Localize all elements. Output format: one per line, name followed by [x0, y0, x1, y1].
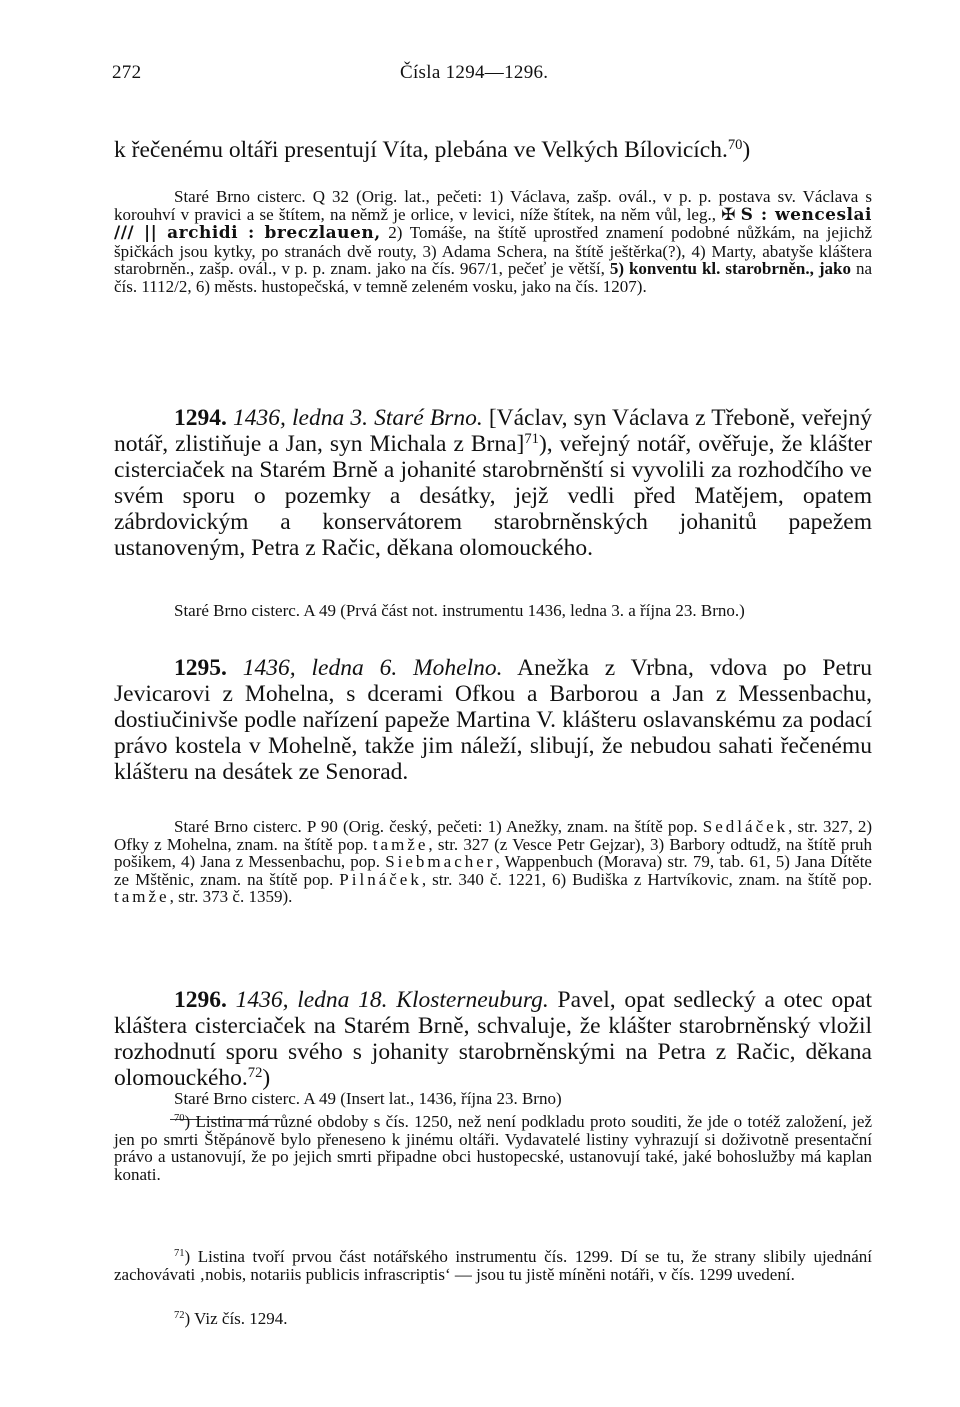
entry-1294-source: Staré Brno cisterc. A 49 (Prvá část not. instrumentu 1436, ledna 3. a října 23. Brno.): [174, 601, 745, 620]
entry-number: 1295.: [174, 655, 227, 681]
footnote-ref-71[interactable]: 71: [524, 431, 539, 447]
entry-number: 1294.: [174, 405, 227, 431]
footnote-ref-72[interactable]: 72: [247, 1065, 263, 1081]
entry-date-place: 1436, ledna 6. Mohelno.: [242, 655, 503, 681]
entry-1294-regest: 1294. 1436, ledna 3. Staré Brno. [Václav, syn Václava z Třeboně, veřejný notář, zlistiňuje a Jan, syn Michala z Brna]$^{71}$), veřejný notář, ověřuje, že klášter cisterciaček na Starém Brně a johanité starobrněnští si vyvolili za rozhodčího ve svém sporu o pozemky a desátky, jejž vedli před Matějem, opatem zábrdovickým a konservátorem starobrněnských johanitů papežem ustanoveným, Petra z Račic, děkana olomouckého.: [114, 405, 872, 561]
previous-entry-source-note: Staré Brno cisterc. Q 32 (Orig. lat., pečeti: 1) Václava, zašp. ovál., v p. p. postava sv. Václava s korouhví v pravici a se štítem, na němž je orlice, v levici, níže štítek, na něm vůl, leg., ✠ S : wenceslai /// || archidi : breczlauen, 2) Tomáše, na štítě uprostřed znamení podobné nůžkám, na jejichž špičkách jsou kytky, po stranách dvě routy, 3) Adama Schera, na štítě ještěrka(?), 4) Marty, abatyše kláštera starobrněn., zašp. ovál., v p. p. znam. jako na čís. 967/1, pečeť je větší, 5) konventu kl. starobrněn., jako na čís. 1112/2, 6) městs. hustopečská, v temně zeleném vosku, jako na čís. 1207).: [114, 187, 873, 296]
entry-1295-source: Staré Brno cisterc. P 90 (Orig. český, pečeti: 1) Anežky, znam. na štítě pop. Sedláček, str. 327, 2) Ofky z Mohelna, znam. na štítě pop. tamže, str. 327 (z Vesce Petr Gejzar), 3) Barbory odtudž, na štítě pruh pošikem, 4) Jana z Messenbachu, pop. Siebmacher, Wappenbuch (Morava) str. 79, tab. 61, 5) Jana Dítěte ze Mštěnic, znam. na štítě pop. Pilnáček, str. 340 č. 1221, 6) Budiška z Hartvíkovic, znam. na štítě pop. tamže, str. 373 č. 1359).: [114, 817, 873, 907]
entry-date-place: 1436, ledna 3. Staré Brno.: [233, 405, 483, 431]
footnote-mark: 71: [174, 1248, 185, 1260]
footnote-70: $^{70}$) Listina má různé obdoby s čís. 1250, než není podkladu proto souditi, že jde o totéž založení, jež jen po smrti Štěpánově bylo přeneseno k jinému oltáři. Vydavatelé listiny vyhrazují si doživotně presentační právo a ustanovují, že po jejich smrti připadne obci hustopecské, ustanovují také, jaké bohoslužby má kaplan konati.: [114, 1112, 872, 1184]
footnote-72: $^{72}$) Viz čís. 1294.: [174, 1309, 288, 1328]
running-title: Čísla 1294—1296.: [400, 62, 549, 83]
footnote-mark: 70: [174, 1113, 185, 1125]
entry-1296-regest: 1296. 1436, ledna 18. Klosterneuburg. Pavel, opat sedlecký a otec opat kláštera cisterciaček na Starém Brně, schvaluje, že klášter starobrněnský vložil rozhodnutí sporu svého s johanity starobrněnskými na Petra z Račic, děkana olomouckého.$^{72}$): [114, 987, 873, 1091]
previous-entry-text: k řečenému oltáři presentují Víta, plebána ve Velkých Bílovicích.$^{70}$): [114, 137, 751, 163]
entry-1296-source: Staré Brno cisterc. A 49 (Insert lat., 1436, října 23. Brno): [174, 1089, 562, 1108]
page-number: 272: [112, 62, 142, 83]
entry-number: 1296.: [174, 987, 227, 1013]
entry-date-place: 1436, ledna 18. Klosterneuburg.: [235, 987, 549, 1013]
footnote-mark: 72: [174, 1310, 185, 1322]
footnote-71: $^{71}$) Listina tvoří prvou část notářského instrumentu čís. 1299. Dí se tu, že strany slibily ujednání zachovávati ‚nobis, notariis publicis infrascriptis‘ — jsou tu jistě míněni notáři, v čís. 1299 uvedení.: [114, 1247, 872, 1284]
footnote-ref-70[interactable]: 70: [727, 137, 743, 153]
entry-1295-regest: 1295. 1436, ledna 6. Mohelno. Anežka z Vrbna, vdova po Petru Jevicarovi z Mohelna, s dcerami Ofkou a Barborou a Jan z Messenbachu, dostiučinivše podle nařízení papeže Martina V. klášteru oslavanskému za podací právo kostela v Mohelně, takže jim náleží, slibují, že nebudou sahati řečenému klášteru na desátek ze Senorad.: [114, 655, 873, 785]
seal-legend-blackletter: S : wenceslai /// || archidi : breczlauen,: [114, 204, 872, 244]
